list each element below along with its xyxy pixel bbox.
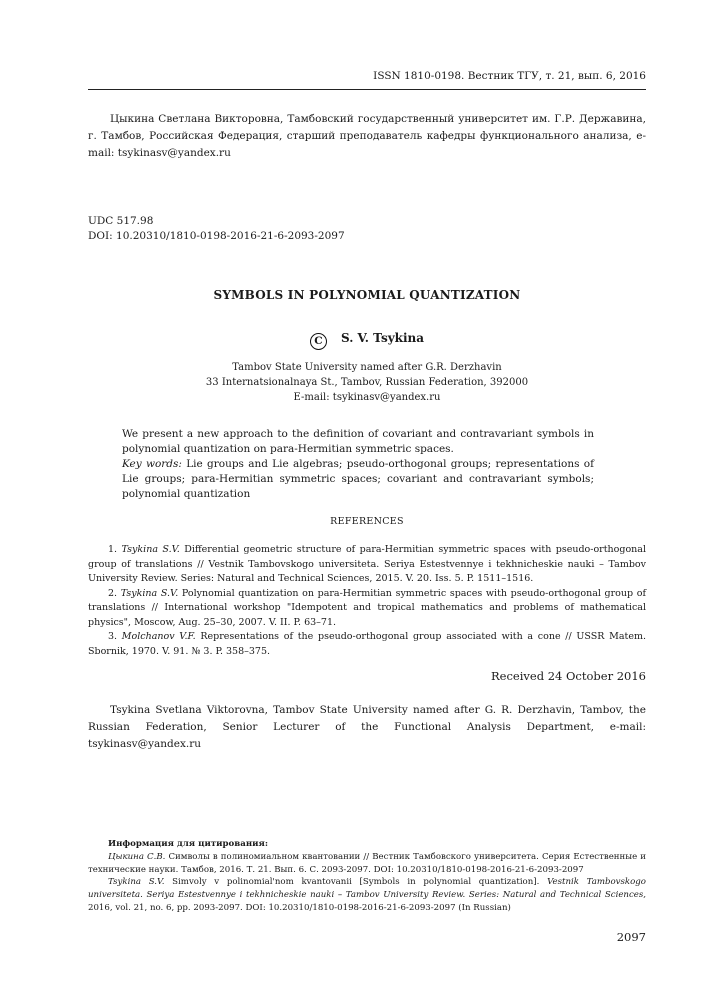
abstract-text: We present a new approach to the definition of covariant and contravariant symbols in polynomial quantization on para-Hermitian symmetric spaces. [122,428,594,455]
references-heading: REFERENCES [330,516,404,527]
article-title: SYMBOLS IN POLYNOMIAL QUANTIZATION [213,288,521,302]
affiliation [88,360,646,405]
citation-en-title: Simvoly v polinomial'nom kvantovanii [Symbols in polynomial quantization]. [172,877,540,888]
citation-heading: Информация для цитирования: [108,839,269,849]
reference-item [88,630,646,659]
keywords-text: Lie groups and Lie algebras; pseudo-orthogonal groups; representations of Lie groups; para-Hermitian symmetric spaces; covariant and contravariant symbols; polynomial quantization [122,458,594,500]
citation-english [88,876,646,914]
header-rule [88,89,646,90]
keywords [122,457,594,502]
reference-number: 2. [108,587,118,599]
reference-authors: Molchanov V.F. [121,631,196,642]
author-info-english: Tsykina Svetlana Viktorovna, Tambov State University named after G. R. Derzhavin, Tambov, the Russian Federation, Senior Lecturer of the Functional Analysis Department, e-mail: tsykinasv@yandex.ru [88,704,646,750]
citation-en-tail: 2016, vol. 21, no. 6, pp. 2093-2097. DOI: 10.20310/1810-0198-2016-21-6-2093-2097 (In Russian) [88,902,511,913]
citation-en-journal: Vestnik Tambovskogo universiteta. Seriya Estestvennye i tekhnicheskie nauki – Tambov University Review. Series: Natural and Technical Sciences, [88,877,646,901]
affiliation-email: E-mail: tsykinasv@yandex.ru [293,392,441,403]
reference-number: 1. [108,544,118,555]
author-info-russian: Цыкина Светлана Викторовна, Тамбовский государственный университет им. Г.Р. Державина, г. Тамбов, Российская Федерация, старший преподаватель кафедры функционального анализа, e-mail: tsykinasv@yandex.ru [88,113,646,159]
affiliation-university: Tambov State University named after G.R. Derzhavin [232,362,502,373]
reference-item [88,543,646,587]
abstract-block [122,427,594,502]
author-name: S. V. Tsykina [340,331,425,345]
citation-russian [88,851,646,877]
affiliation-address: 33 Internatsionalnaya St., Tambov, Russian Federation, 392000 [205,377,529,388]
reference-text: Representations of the pseudo-orthogonal group associated with a cone // USSR Matem. Sbornik, 1970. V. 91. № 3. P. 358–375. [88,631,646,657]
keywords-label: Key words: [122,458,182,470]
reference-authors: Tsykina S.V. [121,544,180,555]
udc-code: UDC 517.98 [88,215,154,227]
citation-en-authors: Tsykina S.V. [108,877,165,888]
reference-item [88,587,646,631]
citation-block [88,838,646,915]
references-list [88,543,646,659]
running-header: ISSN 1810-0198. Вестник ТГУ, т. 21, вып. 6, 2016 [373,70,646,82]
reference-text: Differential geometric structure of para-Hermitian symmetric spaces with pseudo-orthogonal group of translations // Vestnik Tambovskogo universiteta. Seriya Estestvennye i tekhnicheskie nauki – Tambov University Review. Series: Natural and Technical Sciences, 2015. V. 20. Iss. 5. P. 1511–1516. [88,544,646,584]
received-date: Received 24 October 2016 [491,669,646,683]
copyright-icon: C [310,333,327,350]
citation-ru-authors: Цыкина С.В. [108,851,166,862]
reference-text: Polynomial quantization on para-Hermitian symmetric spaces with pseudo-orthogonal group of translations // International workshop "Idempotent and tropical mathematics and problems of mathematical physics", Moscow, Aug. 25–30, 2007. V. II. P. 63–71. [88,587,646,628]
reference-number: 3. [108,631,118,642]
reference-authors: Tsykina S.V. [120,587,179,599]
doi: DOI: 10.20310/1810-0198-2016-21-6-2093-2097 [88,230,345,242]
page-number: 2097 [616,930,646,944]
byline [88,331,646,350]
citation-ru-text: Символы в полиномиальном квантовании // Вестник Тамбовского университета. Серия Естественные и технические науки. Тамбов, 2016. Т. 21. Вып. 6. С. 2093-2097. DOI: 10.20310/1810-0198-2016-21-6-2093-2097 [88,851,647,875]
